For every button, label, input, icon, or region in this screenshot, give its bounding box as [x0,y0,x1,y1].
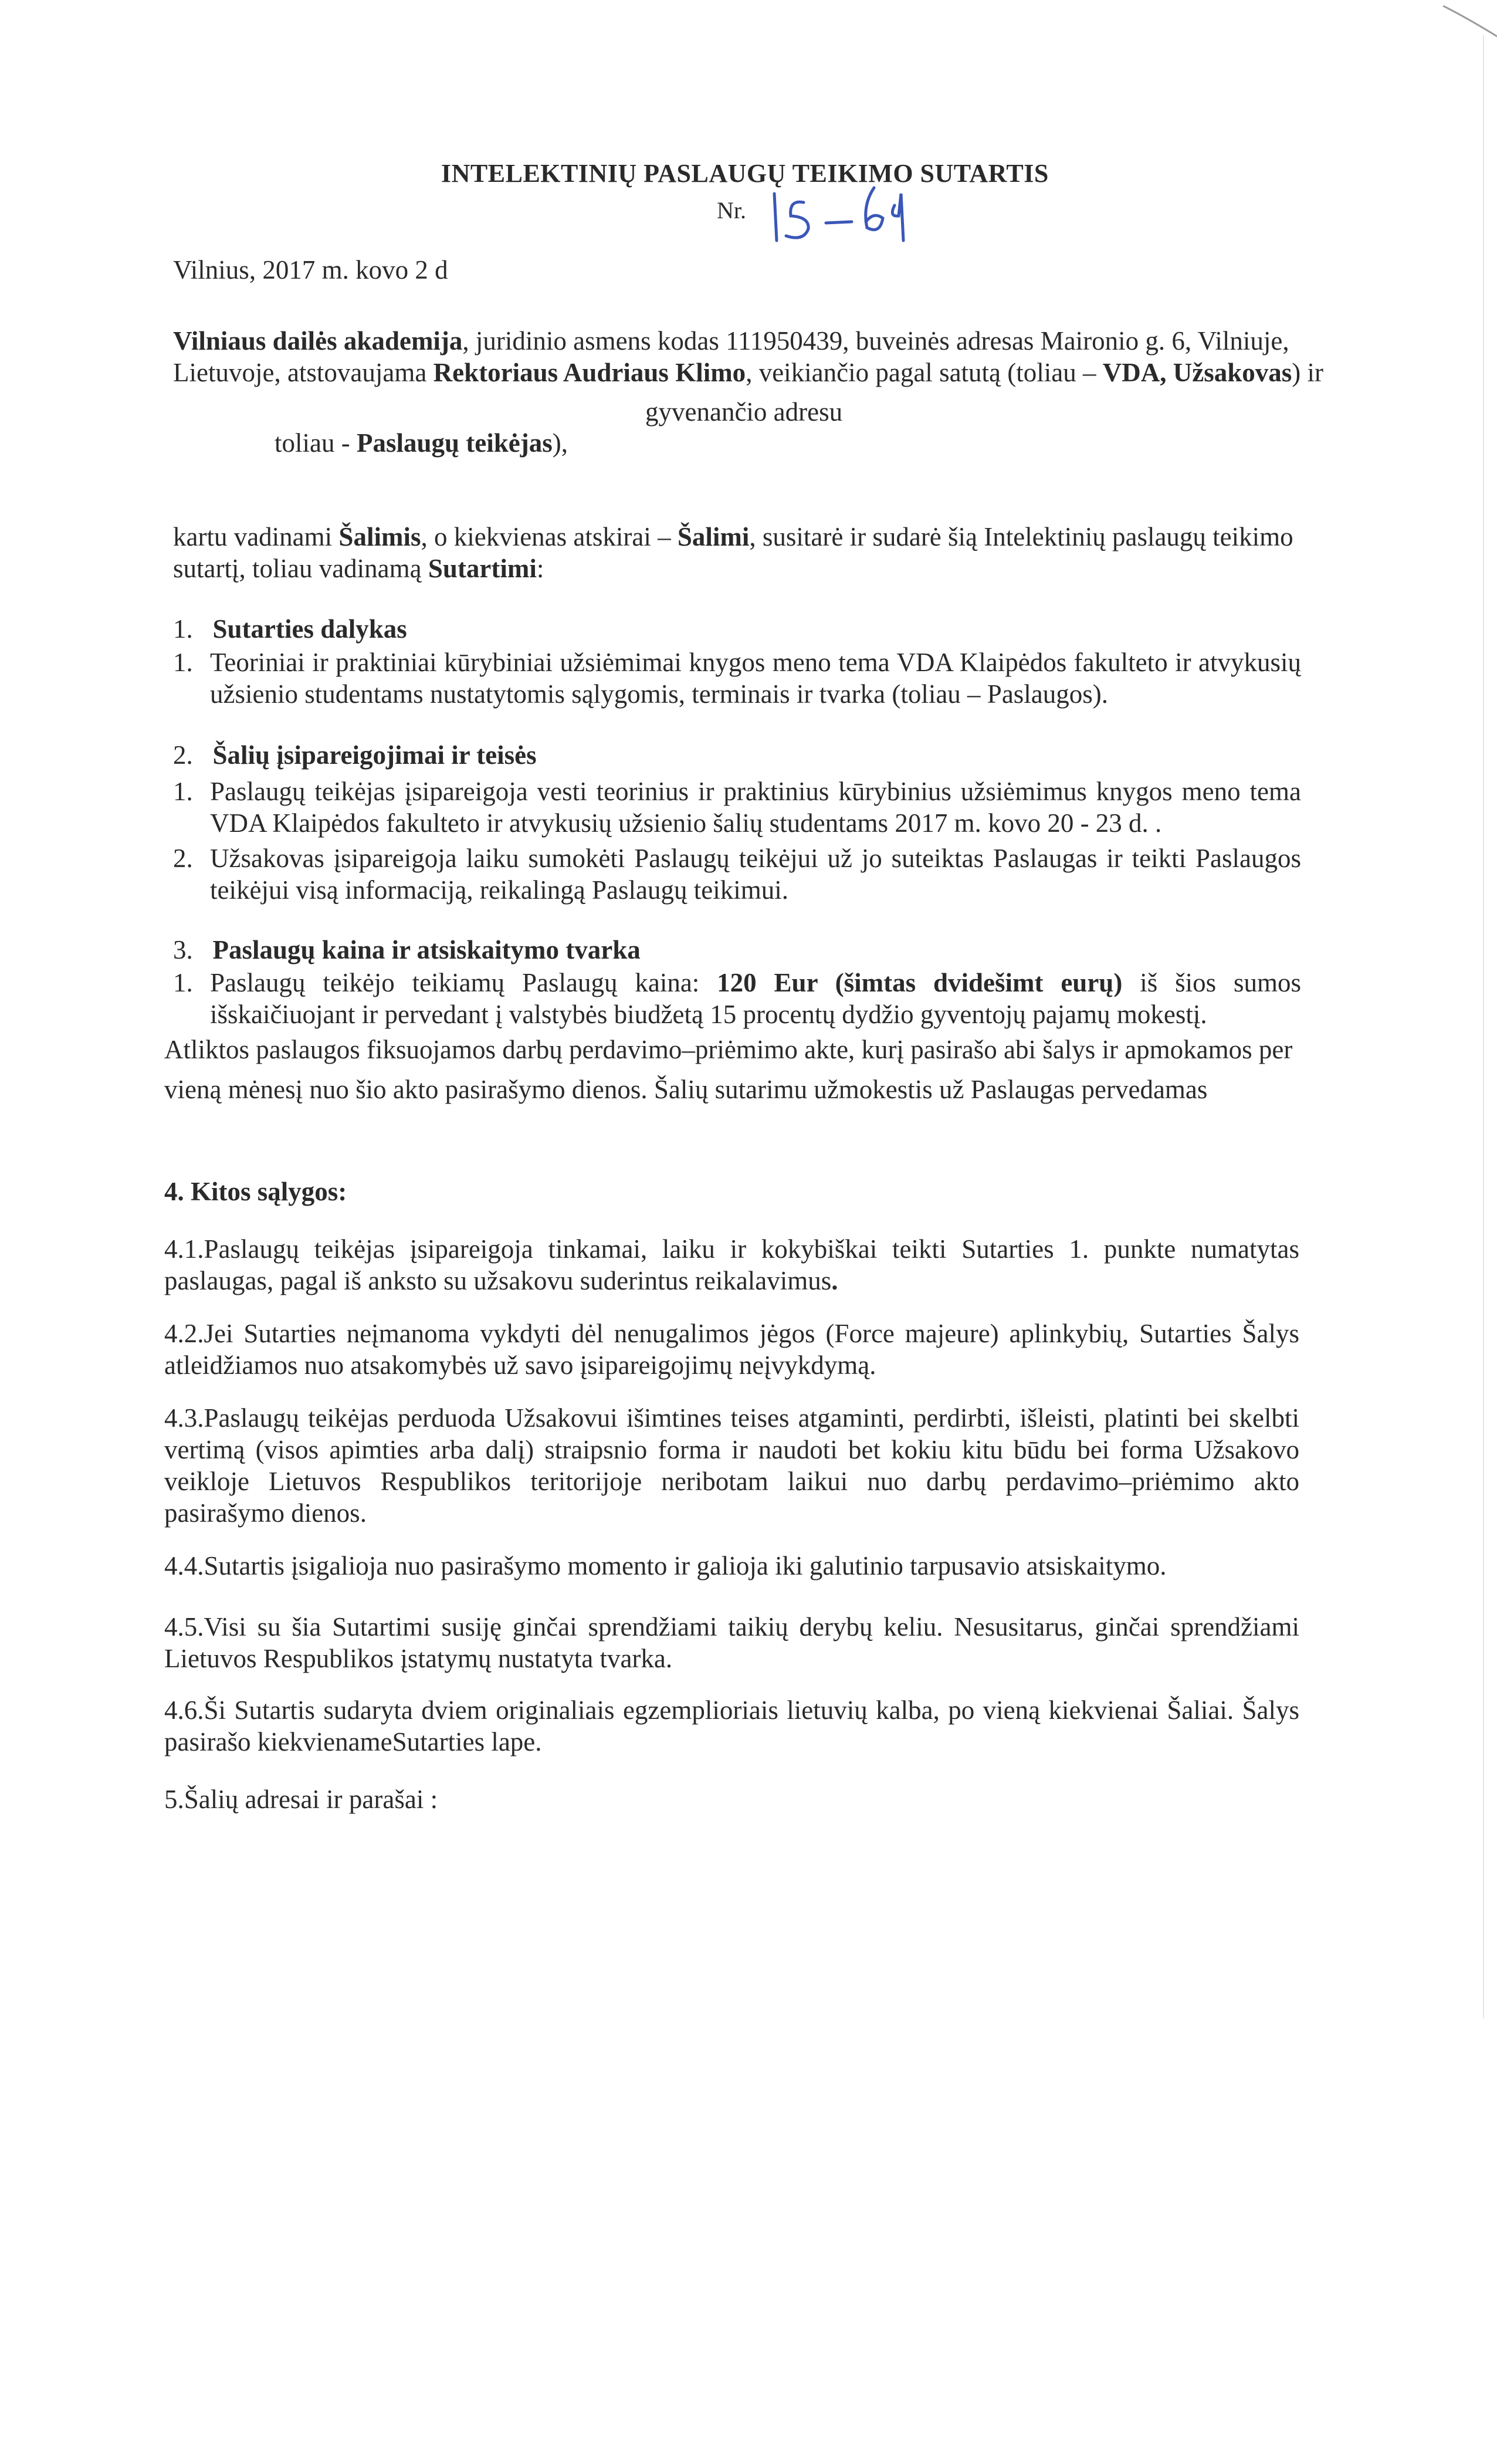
section4-p43: 4.3.Paslaugų teikėjas perduoda Užsakovui išimtines teises atgaminti, perdirbti, išleisti, platinti bei skelbti vertimą (visos apimties arba dalį) straipsnio forma ir naudoti bet kokiu kitu būdu bei forma Užsakovo veikloje Lietuvos Respublikos teritorijoje neribotam laikui nuo darbų perdavimo–priėmimo akto pasirašymo dienos. [164,1403,1299,1528]
section1-heading: 1. Sutarties dalykas [173,614,407,644]
intro-line-1: Vilniaus dailės akademija, juridinio asmens kodas 111950439, buveinės adresas Maironio g. 6, Vilniuje, [173,326,1289,356]
section2-item2-text: Užsakovas įsipareigoja laiku sumokėti Paslaugų teikėjui už jo suteiktas Paslaugas ir teikti Paslaugos teikėjui visą informaciją, reikalingą Paslaugų teikimui. [210,844,1301,905]
section4-p41: 4.1.Paslaugų teikėjas įsipareigoja tinkamai, laiku ir kokybiškai teikti Sutarties 1. punkte numatytas paslaugas, pagal iš anksto su užsakovu suderintus reikalavimus. [164,1234,1299,1295]
party2-name: Paslaugų teikėjas [356,428,553,458]
party1-representative: Rektoriaus Audriaus Klimo [433,358,746,387]
intro-line-2: Lietuvoje, atstovaujama Rektoriaus Audriaus Klimo, veikiančio pagal satutą (toliau – VDA, Užsakovas) ir [173,358,1323,387]
section1-item1-text: Teoriniai ir praktiniai kūrybiniai užsiėmimai knygos meno tema VDA Klaipėdos fakulteto ir atvykusių užsienio studentams nustatytomis sąlygomis, terminais ir tvarka (toliau – Paslaugos). [210,648,1301,709]
section1-item1-num: 1. [173,648,193,677]
party1-name: Vilniaus dailės akademija [173,326,463,356]
section4-p45: 4.5.Visi su šia Sutartimi susiję ginčai sprendžiami taikių derybų keliu. Nesusitarus, ginčai sprendžiami Lietuvos Respublikos įstatymų nustatyta tvarka. [164,1612,1299,1673]
contract-number-label: Nr. [717,197,746,224]
section2-heading: 2. Šalių įsipareigojimai ir teisės [173,740,537,770]
document-title: INTELEKTINIŲ PASLAUGŲ TEIKIMO SUTARTIS [441,159,1049,188]
section4-p46: 4.6.Ši Sutartis sudaryta dviem originaliais egzemplioriais lietuvių kalba, po vieną kiekvienai Šaliai. Šalys pasirašo kiekvienameSutarties lape. [164,1695,1299,1756]
section2-item1-text: Paslaugų teikėjas įsipareigoja vesti teorinius ir praktinius kūrybinius užsiėmimus knygos meno tema VDA Klaipėdos fakulteto ir atvykusių užsienio šalių studentams 2017 m. kovo 20 - 23 d. . [210,777,1301,838]
handwritten-contract-number [763,170,915,246]
section2-item1-num: 1. [173,777,193,806]
party2-line: toliau - Paslaugų teikėjas), [275,428,568,458]
section4-p44: 4.4.Sutartis įsigalioja nuo pasirašymo momento ir galioja iki galutinio tarpusavio atsiskaitymo. [164,1551,1167,1580]
section2-item2-num: 2. [173,844,193,873]
section4-heading: 4. Kitos sąlygos: [164,1177,347,1206]
section3-para1: Atliktos paslaugos fiksuojamos darbų perdavimo–priėmimo akte, kurį pasirašo abi šalys ir apmokamos per [164,1035,1293,1064]
together-paragraph: kartu vadinami Šalimis, o kiekvienas atskirai – Šalimi, susitarė ir sudarė šią Intelektinių paslaugų teikimo [173,522,1293,551]
section4-p42: 4.2.Jei Sutarties neįmanoma vykdyti dėl nenugalimos jėgos (Force majeure) aplinkybių, Sutarties Šalys atleidžiamos nuo atsakomybės už savo įsipareigojimų neįvykdymą. [164,1319,1299,1380]
section3-item1-text: Paslaugų teikėjo teikiamų Paslaugų kaina: 120 Eur (šimtas dvidešimt eurų) iš šios sumos išskaičiuojant ir pervedant į valstybės biudžetą 15 procentų dydžio gyventojų pajamų mokestį. [210,968,1301,1029]
scan-corner-mark [1443,0,1497,47]
scan-right-edge [1483,35,1484,2018]
section5-heading: 5.Šalių adresai ir parašai : [164,1785,438,1814]
section3-item1-num: 1. [173,968,193,997]
service-price: 120 Eur (šimtas dvidešimt eurų) [717,968,1123,997]
party1-abbreviation: VDA, Užsakovas [1102,358,1292,387]
section3-heading: 3. Paslaugų kaina ir atsiskaitymo tvarka [173,935,641,964]
place-date: Vilnius, 2017 m. kovo 2 d [173,255,448,285]
together-paragraph-end: sutartį, toliau vadinamą Sutartimi: [173,554,544,583]
section3-para2: vieną mėnesį nuo šio akto pasirašymo dienos. Šalių sutarimu užmokestis už Paslaugas pervedamas [164,1075,1208,1104]
residence-label: gyvenančio adresu [645,397,843,427]
